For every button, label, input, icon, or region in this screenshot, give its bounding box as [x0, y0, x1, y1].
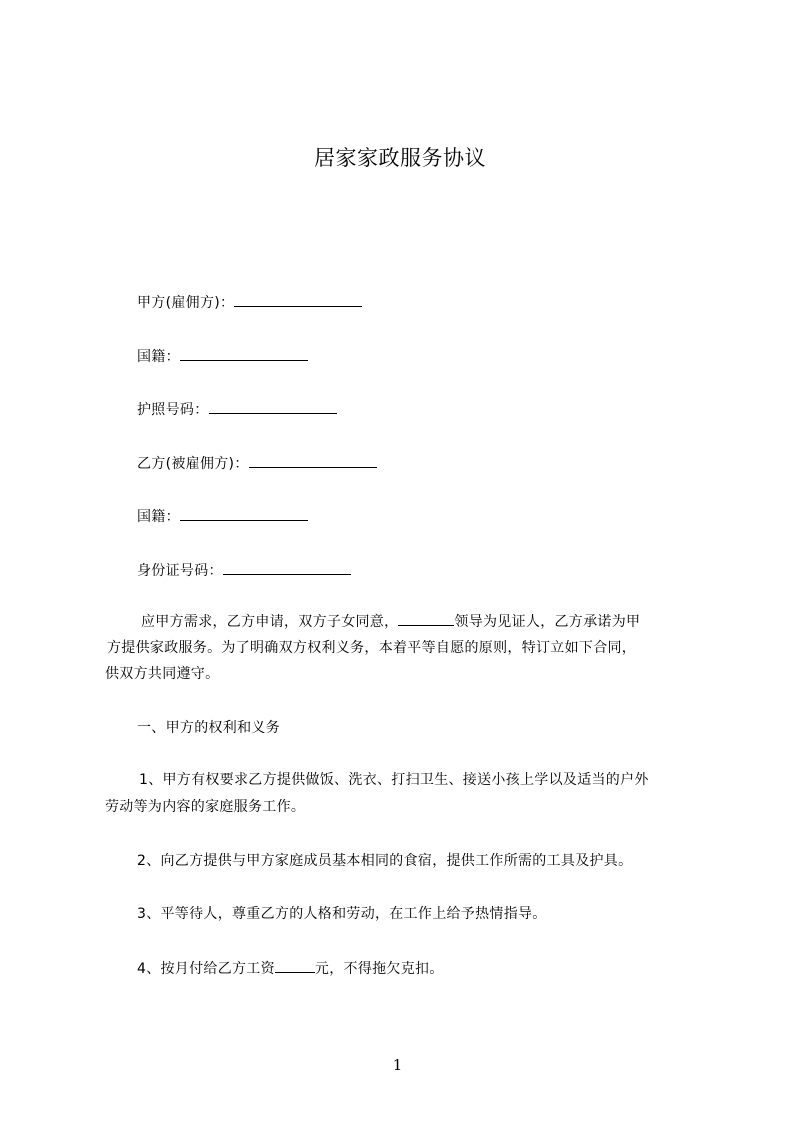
party-b-nationality-label: 国籍：: [137, 509, 180, 525]
section-1-item-1-line-1: 1、甲方有权要求乙方提供做饭、洗衣、打扫卫生、接送小孩上学以及适当的户外: [139, 772, 649, 788]
party-b-nationality-line: [137, 506, 308, 527]
party-a-label: 甲方(雇佣方)：: [137, 295, 235, 311]
party-b-id-label: 身份证号码：: [137, 563, 223, 579]
item-4-text-2: 元，不得拖欠克扣。: [314, 961, 444, 977]
party-b-id-blank[interactable]: [223, 560, 351, 575]
document-title: 居家家政服务协议: [314, 146, 486, 170]
preamble-line-1: [141, 611, 640, 632]
party-a-line: [137, 292, 362, 313]
party-a-passport-label: 护照号码：: [137, 402, 209, 418]
party-b-id-line: [137, 560, 351, 581]
party-a-blank[interactable]: [234, 292, 362, 307]
preamble-text-2: 领导为见证人，乙方承诺为甲: [454, 614, 641, 630]
preamble-text-1: 应甲方需求，乙方申请，双方子女同意，: [141, 614, 399, 630]
party-a-nationality-line: [137, 346, 308, 367]
party-a-nationality-blank[interactable]: [180, 346, 308, 361]
section-1-heading: 一、甲方的权利和义务: [137, 720, 280, 736]
item-4-text-1: 4、按月付给乙方工资: [137, 961, 275, 977]
preamble-line-3: 供双方共同遵守。: [105, 666, 220, 682]
party-a-nationality-label: 国籍：: [137, 349, 180, 365]
party-b-nationality-blank[interactable]: [180, 506, 308, 521]
section-1-item-4: [137, 958, 444, 979]
party-b-label: 乙方(被雇佣方)：: [137, 456, 249, 472]
page-number: 1: [392, 1056, 403, 1074]
party-a-passport-line: [137, 399, 337, 420]
section-1-item-2: 2、向乙方提供与甲方家庭成员基本相同的食宿，提供工作所需的工具及护具。: [137, 853, 633, 869]
party-b-blank[interactable]: [249, 453, 377, 468]
party-b-line: [137, 453, 377, 474]
preamble-line-2: 方提供家政服务。为了明确双方权利义务，本着平等自愿的原则，特订立如下合同，: [107, 640, 637, 656]
witness-blank[interactable]: [398, 611, 454, 626]
party-a-passport-blank[interactable]: [209, 399, 337, 414]
section-1-item-1-line-2: 劳动等为内容的家庭服务工作。: [105, 799, 306, 815]
section-1-item-3: 3、平等待人，尊重乙方的人格和劳动，在工作上给予热情指导。: [137, 906, 547, 922]
salary-blank[interactable]: [275, 958, 315, 973]
